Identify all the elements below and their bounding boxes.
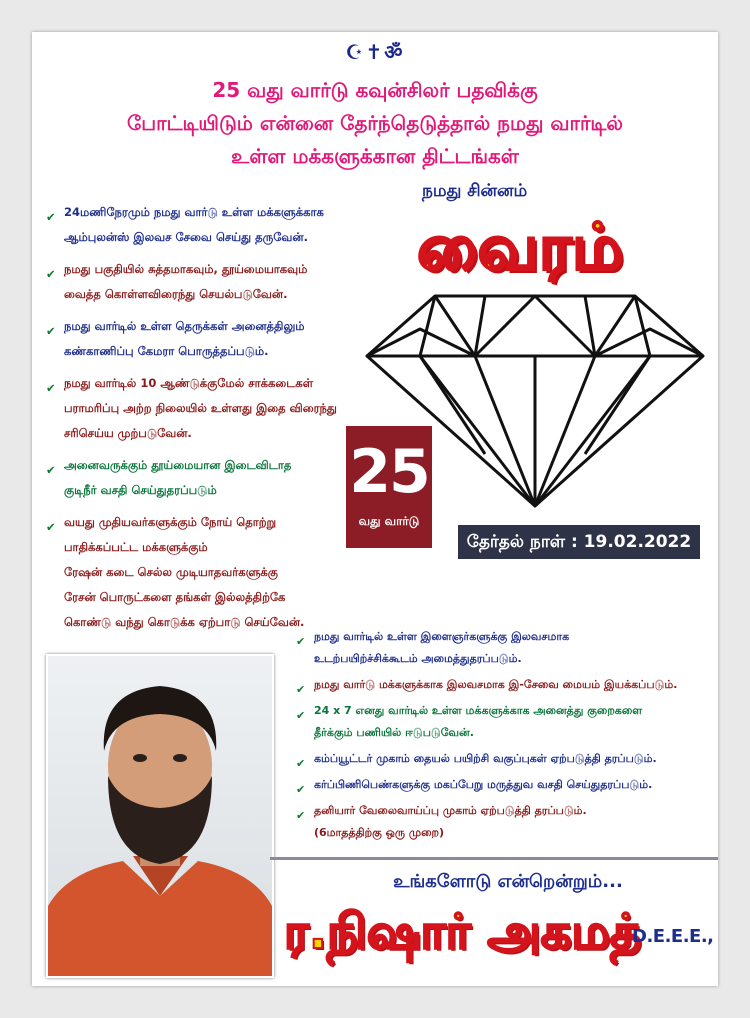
divider [270, 857, 718, 860]
candidate-portrait-icon [48, 656, 272, 976]
candidate-name: ர.நிஷார் அகமத் [284, 904, 642, 960]
promise-text: உடற்பயிற்ச்சிக்கூடம் அமைத்துதரப்படும். [314, 652, 522, 665]
headline-line: உள்ள மக்களுக்கான திட்டங்கள் [231, 144, 519, 168]
promise-item [46, 371, 376, 446]
promises-left-list [46, 200, 376, 642]
promise-text: ரேஷன் கடை செல்ல முடியாதவர்களுக்கு [64, 565, 278, 579]
promise-text: கண்காணிப்பு கேமரா பொருத்தப்படும். [64, 344, 269, 358]
ward-number: 25 [349, 437, 429, 507]
headline-line: 25 வது வார்டு கவுன்சிலர் பதவிக்கு [212, 78, 538, 102]
check-icon: ✔ [296, 709, 306, 722]
promise-text: நமது வார்டு மக்களுக்காக இலவசமாக இ-சேவை மையம் இயக்கப்படும். [314, 678, 678, 691]
promise-text: கர்ப்பிணிபெண்களுக்கு மகப்பேறு மருத்துவ வசதி செய்துதரப்படும். [314, 778, 653, 791]
promise-text: (6மாதத்திற்கு ஒரு முறை) [314, 826, 445, 839]
promise-item [296, 774, 716, 796]
promise-text: அனைவருக்கும் தூய்மையான இடைவிடாத [64, 458, 292, 472]
symbol-name: வைரம் [416, 211, 624, 285]
religious-symbols-icon: ☪✝ॐ [345, 40, 405, 64]
promise-item [46, 200, 376, 250]
headline-line: போட்டியிடும் என்னை தேர்ந்தெடுத்தால் நமது வார்டில் [127, 111, 623, 135]
promise-item [296, 800, 716, 844]
promise-item [46, 510, 376, 635]
promise-item [296, 748, 716, 770]
promise-item [46, 453, 376, 503]
candidate-tagline: உங்களோடு என்றென்றும்... [393, 871, 623, 892]
promise-text: தீர்க்கும் பணியில் ஈடுபடுவேன். [314, 726, 474, 739]
candidate-degree: D.E.E.E., [632, 926, 714, 947]
ward-number-badge [346, 426, 432, 548]
promise-text: பாதிக்கப்பட்ட மக்களுக்கும் [64, 540, 208, 554]
check-icon: ✔ [296, 809, 306, 822]
promise-text: சரிசெய்ய முற்படுவேன். [64, 426, 192, 440]
promise-text: 24மணிநேரமும் நமது வார்டு உள்ள மக்களுக்காக [64, 205, 324, 219]
promise-text: வயது முதியவர்களுக்கும் நோய் தொற்று [64, 515, 277, 529]
ward-label: வது வார்டு [358, 514, 420, 528]
promise-item [296, 674, 716, 696]
promise-text: வைத்த கொள்ளவிரைந்து செயல்படுவேன். [64, 287, 288, 301]
check-icon: ✔ [46, 324, 56, 338]
promise-item [296, 626, 716, 670]
check-icon: ✔ [296, 757, 306, 770]
check-icon: ✔ [46, 267, 56, 281]
promise-item [46, 257, 376, 307]
promise-text: நமது பகுதியில் சுத்தமாகவும், தூய்மையாகவும் [64, 262, 308, 276]
promise-text: குடிநீர் வசதி செய்துதரப்படும் [64, 483, 217, 497]
promise-text: நமது வார்டில் உள்ள தெருக்கள் அனைத்திலும் [64, 319, 305, 333]
promise-text: தனியார் வேலைவாய்ப்பு முகாம் ஏற்படுத்தி தரப்படும். [314, 804, 587, 817]
check-icon: ✔ [296, 683, 306, 696]
campaign-poster [32, 32, 718, 986]
promises-right-list [296, 626, 716, 848]
promise-text: கம்ப்யூட்டர் முகாம் தையல் பயிற்சி வகுப்புகள் ஏற்படுத்தி தரப்படும். [314, 752, 657, 765]
promise-text: ஆம்புலன்ஸ் இலவச சேவை செய்து தருவேன். [64, 230, 308, 244]
symbol-subtitle: நமது சின்னம் [422, 181, 528, 201]
promise-text: நமது வார்டில் உள்ள இளைஞர்களுக்கு இலவசமாக [314, 630, 570, 643]
promise-text: 24 x 7 எனது வார்டில் உள்ள மக்களுக்காக அனைத்து குறைகளை [314, 704, 643, 717]
promise-text: பராமரிப்பு அற்ற நிலையில் உள்ளது இதை விரைந்து [64, 401, 337, 415]
promise-item [296, 700, 716, 744]
election-date: தேர்தல் நாள் : 19.02.2022 [458, 525, 700, 559]
check-icon: ✔ [46, 520, 56, 534]
candidate-photo [46, 654, 274, 978]
promise-item [46, 314, 376, 364]
check-icon: ✔ [46, 381, 56, 395]
check-icon: ✔ [296, 783, 306, 796]
check-icon: ✔ [296, 635, 306, 648]
promise-text: ரேசன் பொருட்களை தங்கள் இல்லத்திற்கே [64, 590, 286, 604]
headline [32, 74, 718, 173]
check-icon: ✔ [46, 463, 56, 477]
check-icon: ✔ [46, 210, 56, 224]
promise-text: நமது வார்டில் 10 ஆண்டுக்குமேல் சாக்கடைகள் [64, 376, 314, 390]
promise-text: கொண்டு வந்து கொடுக்க ஏற்பாடு செய்வேன். [64, 615, 305, 629]
